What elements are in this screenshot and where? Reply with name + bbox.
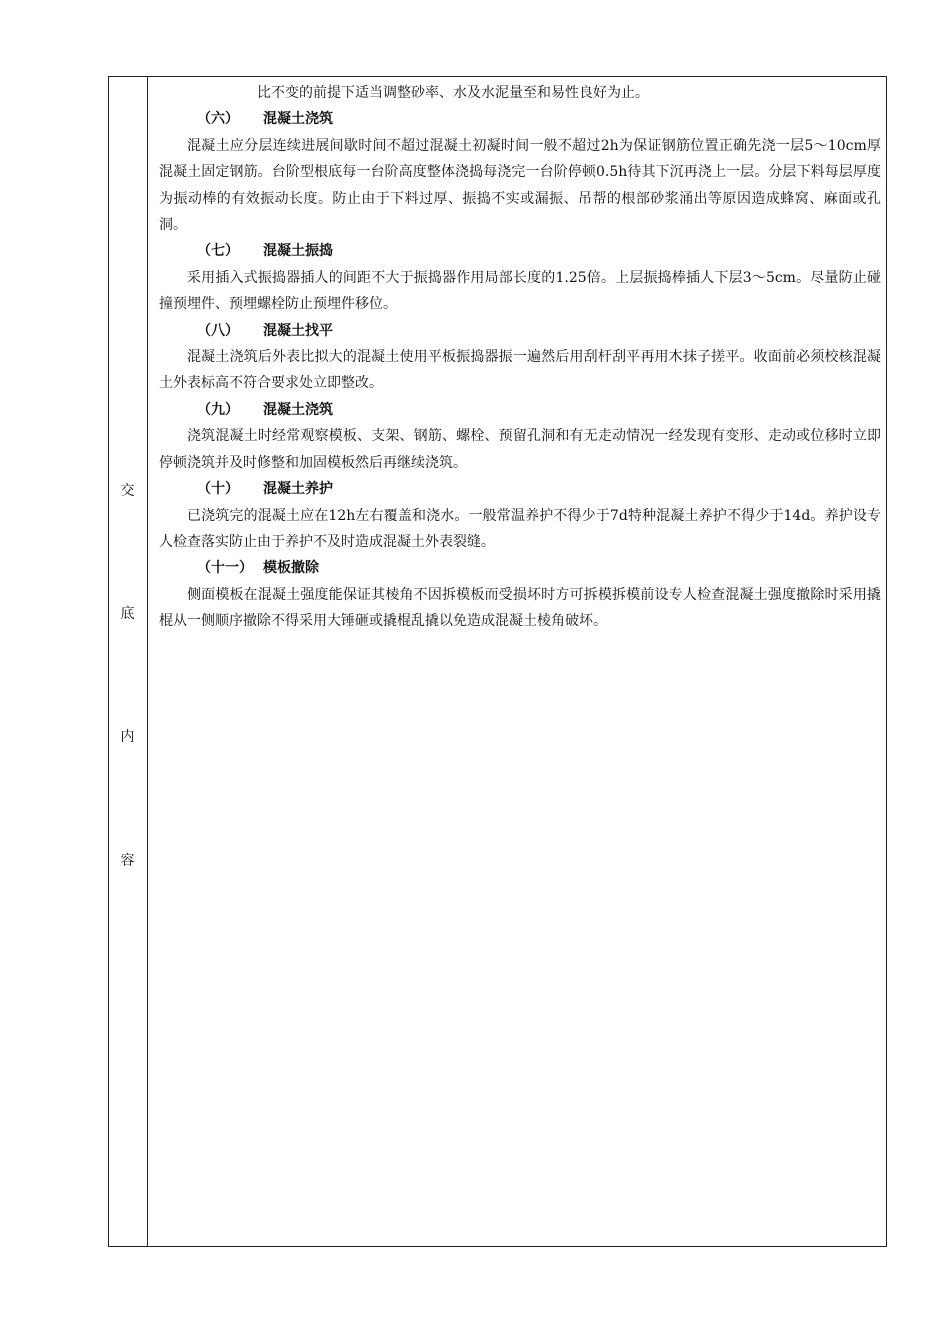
section-title: 模板撤除 xyxy=(263,560,319,577)
section-body: 浇筑混凝土时经常观察模板、支架、钢筋、螺栓、预留孔洞和有无走动情况一经发现有变形、走动或位移时立即停顿浇筑并及时修整和加固模板然后再继续浇筑。 xyxy=(159,428,881,471)
section-number: （九） xyxy=(197,401,239,418)
side-label-char: 内 xyxy=(120,729,135,745)
section-heading xyxy=(159,318,881,344)
section-number: （七） xyxy=(197,243,239,260)
intro-paragraph: 比不变的前提下适当调整砂率、水及水泥量至和易性良好为止。 xyxy=(257,85,649,101)
section-number: （十一） xyxy=(197,560,253,577)
section-title: 混凝土找平 xyxy=(263,322,333,339)
section-heading xyxy=(159,397,881,423)
disclosure-content xyxy=(159,80,881,635)
section-body: 侧面模板在混凝土强度能保证其棱角不因拆模板而受损坏时方可拆模拆模前设专人检查混凝土强度撤除时采用撬棍从一侧顺序撤除不得采用大锤砸或撬棍乱撬以免造成混凝土棱角破坏。 xyxy=(159,586,881,630)
section-number: （八） xyxy=(197,322,239,339)
section-number: （十） xyxy=(197,481,239,498)
side-label-char: 底 xyxy=(120,606,135,622)
section-heading xyxy=(159,238,881,264)
section-title: 混凝土浇筑 xyxy=(263,111,333,128)
section-body: 混凝土应分层连续进展间歇时间不超过混凝土初凝时间一般不超过2h为保证钢筋位置正确先浇一层5～10cm厚混凝土固定钢筋。台阶型根底每一台阶高度整体浇捣每浇完一台阶停顿0.5h待其下沉再浇上一层。分层下料每层厚度为振动棒的有效振动长度。防止由于下料过厚、振捣不实或漏振、吊帮的根部砂浆涌出等原因造成蜂窝、麻面或孔洞。 xyxy=(159,137,881,234)
section-heading xyxy=(159,555,881,581)
section-heading xyxy=(159,476,881,502)
section-body: 已浇筑完的混凝土应在12h左右覆盖和浇水。一般常温养护不得少于7d特种混凝土养护不得少于14d。养护设专人检查落实防止由于养护不及时造成混凝土外表裂缝。 xyxy=(159,507,881,550)
section-number: （六） xyxy=(197,111,239,128)
section-title: 混凝土浇筑 xyxy=(263,401,333,418)
side-label-char: 交 xyxy=(120,483,135,499)
column-divider xyxy=(147,76,148,1247)
section-heading xyxy=(159,106,881,132)
section-title: 混凝土振捣 xyxy=(263,243,333,260)
section-title: 混凝土养护 xyxy=(263,481,333,498)
section-body: 采用插入式振捣器插人的间距不大于振捣器作用局部长度的1.25倍。上层振捣棒插人下层3～5cm。尽量防止碰撞预埋件、预埋螺栓防止预埋件移位。 xyxy=(159,269,881,313)
side-label-char: 容 xyxy=(120,853,135,869)
section-body: 混凝土浇筑后外表比拟大的混凝土使用平板振捣器振一遍然后用刮杆刮平再用木抹子搓平。收面前必须校核混凝土外表标高不符合要求处立即整改。 xyxy=(159,349,881,392)
